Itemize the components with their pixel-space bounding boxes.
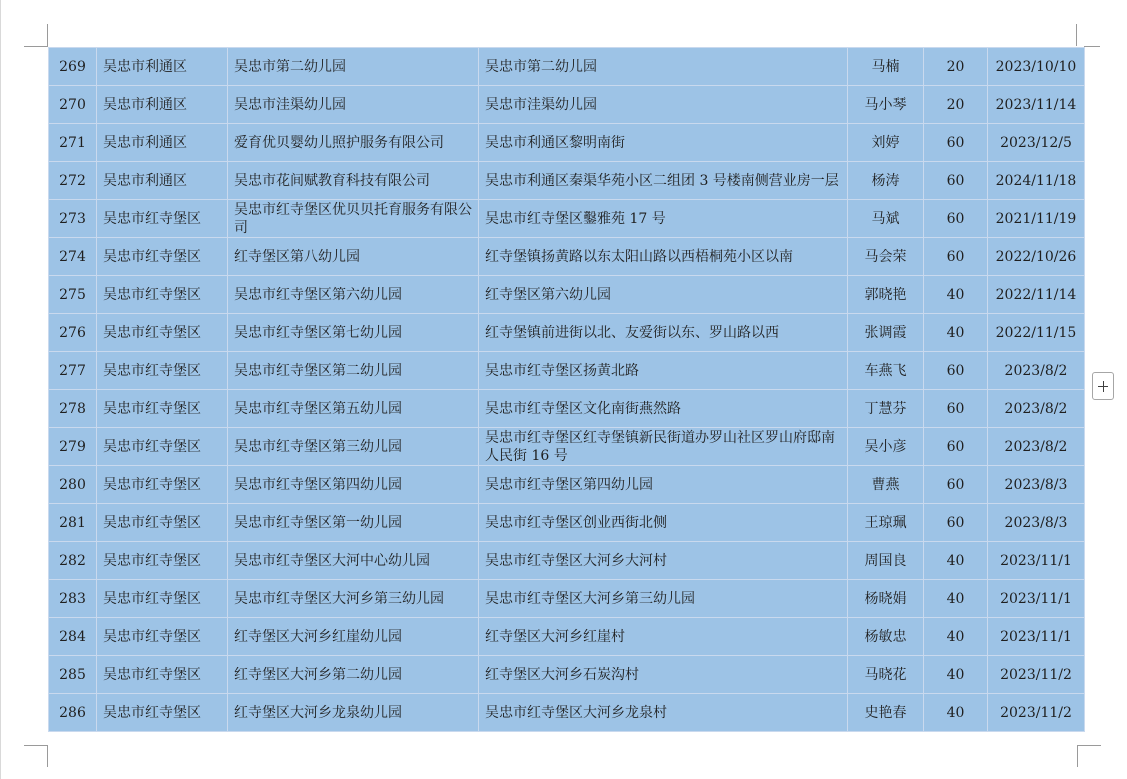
cell-institution-name[interactable]: 吴忠市红寺堡区第三幼儿园 bbox=[228, 428, 479, 466]
cell-address[interactable]: 吴忠市红寺堡区扬黄北路 bbox=[479, 352, 848, 390]
cell-district[interactable]: 吴忠市红寺堡区 bbox=[97, 200, 228, 238]
cell-number[interactable]: 273 bbox=[49, 200, 97, 238]
cell-institution-name[interactable]: 吴忠市花间赋教育科技有限公司 bbox=[228, 162, 479, 200]
cell-address[interactable]: 吴忠市红寺堡区鑿雅苑 17 号 bbox=[479, 200, 848, 238]
cell-institution-name[interactable]: 吴忠市红寺堡区第一幼儿园 bbox=[228, 504, 479, 542]
cell-district[interactable]: 吴忠市红寺堡区 bbox=[97, 656, 228, 694]
cell-district[interactable]: 吴忠市红寺堡区 bbox=[97, 352, 228, 390]
cell-number[interactable]: 272 bbox=[49, 162, 97, 200]
cell-contact-person[interactable]: 郭晓艳 bbox=[848, 276, 924, 314]
table-row[interactable] bbox=[49, 48, 1085, 86]
cell-address[interactable]: 红寺堡镇扬黄路以东太阳山路以西梧桐苑小区以南 bbox=[479, 238, 848, 276]
cell-number[interactable]: 282 bbox=[49, 542, 97, 580]
cell-institution-name[interactable]: 吴忠市红寺堡区优贝贝托育服务有限公司 bbox=[228, 200, 479, 238]
cell-institution-name[interactable]: 红寺堡区大河乡红崖幼儿园 bbox=[228, 618, 479, 656]
crop-mark-bottom-right-h bbox=[1077, 745, 1101, 746]
cell-capacity[interactable]: 60 bbox=[924, 390, 988, 428]
cell-number[interactable]: 276 bbox=[49, 314, 97, 352]
cell-district[interactable]: 吴忠市红寺堡区 bbox=[97, 314, 228, 352]
cell-district[interactable]: 吴忠市红寺堡区 bbox=[97, 580, 228, 618]
cell-capacity[interactable]: 60 bbox=[924, 504, 988, 542]
cell-institution-name[interactable]: 吴忠市红寺堡区第六幼儿园 bbox=[228, 276, 479, 314]
cell-institution-name[interactable]: 吴忠市红寺堡区大河乡第三幼儿园 bbox=[228, 580, 479, 618]
cell-date[interactable]: 2023/8/2 bbox=[988, 352, 1085, 390]
add-row-button[interactable] bbox=[1092, 372, 1114, 400]
table-row[interactable] bbox=[49, 390, 1085, 428]
cell-address[interactable]: 红寺堡区第六幼儿园 bbox=[479, 276, 848, 314]
cell-capacity[interactable]: 40 bbox=[924, 694, 988, 732]
cell-address[interactable]: 吴忠市红寺堡区第四幼儿园 bbox=[479, 466, 848, 504]
cell-address[interactable]: 红寺堡区大河乡石炭沟村 bbox=[479, 656, 848, 694]
cell-date[interactable]: 2023/8/3 bbox=[988, 466, 1085, 504]
cell-contact-person[interactable]: 周国良 bbox=[848, 542, 924, 580]
table-row[interactable] bbox=[49, 276, 1085, 314]
cell-address[interactable]: 吴忠市红寺堡区大河乡第三幼儿园 bbox=[479, 580, 848, 618]
cell-capacity[interactable]: 60 bbox=[924, 124, 988, 162]
cell-number[interactable]: 270 bbox=[49, 86, 97, 124]
cell-contact-person[interactable]: 史艳春 bbox=[848, 694, 924, 732]
table-row[interactable] bbox=[49, 124, 1085, 162]
cell-number[interactable]: 271 bbox=[49, 124, 97, 162]
cell-date[interactable]: 2023/11/14 bbox=[988, 86, 1085, 124]
cell-date[interactable]: 2023/8/3 bbox=[988, 504, 1085, 542]
cell-capacity[interactable]: 60 bbox=[924, 162, 988, 200]
cell-number[interactable]: 286 bbox=[49, 694, 97, 732]
cell-institution-name[interactable]: 红寺堡区大河乡龙泉幼儿园 bbox=[228, 694, 479, 732]
cell-date[interactable]: 2023/11/1 bbox=[988, 542, 1085, 580]
cell-date[interactable]: 2022/11/15 bbox=[988, 314, 1085, 352]
cell-address[interactable]: 吴忠市红寺堡区大河乡龙泉村 bbox=[479, 694, 848, 732]
cell-capacity[interactable]: 60 bbox=[924, 352, 988, 390]
table-row[interactable] bbox=[49, 466, 1085, 504]
cell-institution-name[interactable]: 吴忠市红寺堡区第四幼儿园 bbox=[228, 466, 479, 504]
table-row[interactable] bbox=[49, 162, 1085, 200]
cell-contact-person[interactable]: 王琼珮 bbox=[848, 504, 924, 542]
cell-district[interactable]: 吴忠市红寺堡区 bbox=[97, 390, 228, 428]
crop-mark-top-right-h bbox=[1084, 46, 1100, 47]
cell-number[interactable]: 269 bbox=[49, 48, 97, 86]
crop-mark-bottom-left-h bbox=[24, 745, 48, 746]
cell-address[interactable]: 吴忠市利通区黎明南街 bbox=[479, 124, 848, 162]
table-row[interactable] bbox=[49, 618, 1085, 656]
table-row[interactable] bbox=[49, 504, 1085, 542]
cell-capacity[interactable]: 20 bbox=[924, 86, 988, 124]
cell-number[interactable]: 281 bbox=[49, 504, 97, 542]
cell-institution-name[interactable]: 爱育优贝婴幼儿照护服务有限公司 bbox=[228, 124, 479, 162]
table-row[interactable] bbox=[49, 238, 1085, 276]
table-row[interactable] bbox=[49, 656, 1085, 694]
table-row[interactable] bbox=[49, 352, 1085, 390]
cell-district[interactable]: 吴忠市红寺堡区 bbox=[97, 428, 228, 466]
cell-contact-person[interactable]: 杨敏忠 bbox=[848, 618, 924, 656]
cell-institution-name[interactable]: 吴忠市洼渠幼儿园 bbox=[228, 86, 479, 124]
table-body bbox=[49, 48, 1085, 732]
cell-district[interactable]: 吴忠市红寺堡区 bbox=[97, 466, 228, 504]
cell-contact-person[interactable]: 马小琴 bbox=[848, 86, 924, 124]
cell-date[interactable]: 2023/11/1 bbox=[988, 580, 1085, 618]
cell-number[interactable]: 274 bbox=[49, 238, 97, 276]
cell-address[interactable]: 红寺堡镇前进街以北、友爱街以东、罗山路以西 bbox=[479, 314, 848, 352]
cell-date[interactable]: 2023/12/5 bbox=[988, 124, 1085, 162]
cell-district[interactable]: 吴忠市红寺堡区 bbox=[97, 238, 228, 276]
table-row[interactable] bbox=[49, 694, 1085, 732]
cell-capacity[interactable]: 60 bbox=[924, 200, 988, 238]
cell-contact-person[interactable]: 马晓花 bbox=[848, 656, 924, 694]
cell-institution-name[interactable]: 吴忠市红寺堡区第五幼儿园 bbox=[228, 390, 479, 428]
crop-mark-top-left-h bbox=[24, 46, 48, 47]
table-row[interactable] bbox=[49, 580, 1085, 618]
cell-institution-name[interactable]: 红寺堡区大河乡第二幼儿园 bbox=[228, 656, 479, 694]
crop-mark-bottom-right-v bbox=[1077, 745, 1078, 767]
cell-institution-name[interactable]: 吴忠市红寺堡区第二幼儿园 bbox=[228, 352, 479, 390]
cell-contact-person[interactable]: 杨涛 bbox=[848, 162, 924, 200]
cell-district[interactable]: 吴忠市利通区 bbox=[97, 48, 228, 86]
page-edge bbox=[0, 0, 1, 779]
crop-mark-top-left-v bbox=[47, 24, 48, 46]
cell-contact-person[interactable]: 曹燕 bbox=[848, 466, 924, 504]
cell-capacity[interactable]: 60 bbox=[924, 428, 988, 466]
cell-number[interactable]: 277 bbox=[49, 352, 97, 390]
cell-district[interactable]: 吴忠市利通区 bbox=[97, 162, 228, 200]
cell-capacity[interactable]: 60 bbox=[924, 238, 988, 276]
cell-district[interactable]: 吴忠市红寺堡区 bbox=[97, 618, 228, 656]
cell-date[interactable]: 2023/11/2 bbox=[988, 656, 1085, 694]
cell-address[interactable]: 吴忠市红寺堡区文化南街燕然路 bbox=[479, 390, 848, 428]
cell-capacity[interactable]: 40 bbox=[924, 656, 988, 694]
cell-capacity[interactable]: 40 bbox=[924, 580, 988, 618]
cell-address[interactable]: 吴忠市第二幼儿园 bbox=[479, 48, 848, 86]
cell-institution-name[interactable]: 吴忠市红寺堡区大河中心幼儿园 bbox=[228, 542, 479, 580]
cell-date[interactable]: 2022/11/14 bbox=[988, 276, 1085, 314]
cell-district[interactable]: 吴忠市红寺堡区 bbox=[97, 542, 228, 580]
cell-date[interactable]: 2022/10/26 bbox=[988, 238, 1085, 276]
cell-address[interactable]: 吴忠市红寺堡区创业西街北侧 bbox=[479, 504, 848, 542]
table-row[interactable] bbox=[49, 314, 1085, 352]
cell-district[interactable]: 吴忠市利通区 bbox=[97, 86, 228, 124]
cell-number[interactable]: 280 bbox=[49, 466, 97, 504]
cell-date[interactable]: 2024/11/18 bbox=[988, 162, 1085, 200]
cell-capacity[interactable]: 60 bbox=[924, 466, 988, 504]
cell-capacity[interactable]: 40 bbox=[924, 314, 988, 352]
crop-mark-top-right-v bbox=[1076, 24, 1077, 46]
table-row[interactable] bbox=[49, 428, 1085, 466]
table-row[interactable] bbox=[49, 200, 1085, 238]
cell-contact-person[interactable]: 张调霞 bbox=[848, 314, 924, 352]
cell-capacity[interactable]: 40 bbox=[924, 276, 988, 314]
cell-number[interactable]: 283 bbox=[49, 580, 97, 618]
cell-district[interactable]: 吴忠市利通区 bbox=[97, 124, 228, 162]
cell-contact-person[interactable]: 吴小彦 bbox=[848, 428, 924, 466]
cell-district[interactable]: 吴忠市红寺堡区 bbox=[97, 694, 228, 732]
cell-number[interactable]: 279 bbox=[49, 428, 97, 466]
cell-district[interactable]: 吴忠市红寺堡区 bbox=[97, 504, 228, 542]
table-row[interactable] bbox=[49, 542, 1085, 580]
cell-institution-name[interactable]: 吴忠市红寺堡区第七幼儿园 bbox=[228, 314, 479, 352]
cell-address[interactable]: 吴忠市洼渠幼儿园 bbox=[479, 86, 848, 124]
cell-contact-person[interactable]: 杨晓娟 bbox=[848, 580, 924, 618]
cell-contact-person[interactable]: 马会荣 bbox=[848, 238, 924, 276]
kindergarten-table[interactable] bbox=[48, 47, 1085, 732]
cell-district[interactable]: 吴忠市红寺堡区 bbox=[97, 276, 228, 314]
cell-date[interactable]: 2023/11/1 bbox=[988, 618, 1085, 656]
cell-contact-person[interactable]: 丁慧芬 bbox=[848, 390, 924, 428]
cell-date[interactable]: 2023/10/10 bbox=[988, 48, 1085, 86]
cell-date[interactable]: 2021/11/19 bbox=[988, 200, 1085, 238]
cell-contact-person[interactable]: 马斌 bbox=[848, 200, 924, 238]
cell-capacity[interactable]: 40 bbox=[924, 542, 988, 580]
cell-number[interactable]: 278 bbox=[49, 390, 97, 428]
cell-date[interactable]: 2023/8/2 bbox=[988, 390, 1085, 428]
cell-date[interactable]: 2023/8/2 bbox=[988, 428, 1085, 466]
cell-date[interactable]: 2023/11/2 bbox=[988, 694, 1085, 732]
cell-address[interactable]: 吴忠市红寺堡区红寺堡镇新民街道办罗山社区罗山府邸南人民街 16 号 bbox=[479, 428, 848, 466]
cell-number[interactable]: 284 bbox=[49, 618, 97, 656]
cell-capacity[interactable]: 40 bbox=[924, 618, 988, 656]
cell-contact-person[interactable]: 刘婷 bbox=[848, 124, 924, 162]
cell-number[interactable]: 275 bbox=[49, 276, 97, 314]
cell-institution-name[interactable]: 吴忠市第二幼儿园 bbox=[228, 48, 479, 86]
cell-address[interactable]: 红寺堡区大河乡红崖村 bbox=[479, 618, 848, 656]
crop-mark-bottom-left-v bbox=[47, 745, 48, 767]
cell-capacity[interactable]: 20 bbox=[924, 48, 988, 86]
table-row[interactable] bbox=[49, 86, 1085, 124]
cell-number[interactable]: 285 bbox=[49, 656, 97, 694]
cell-contact-person[interactable]: 马楠 bbox=[848, 48, 924, 86]
cell-address[interactable]: 吴忠市红寺堡区大河乡大河村 bbox=[479, 542, 848, 580]
cell-address[interactable]: 吴忠市利通区秦渠华苑小区二组团 3 号楼南侧营业房一层 bbox=[479, 162, 848, 200]
cell-contact-person[interactable]: 车燕飞 bbox=[848, 352, 924, 390]
cell-institution-name[interactable]: 红寺堡区第八幼儿园 bbox=[228, 238, 479, 276]
